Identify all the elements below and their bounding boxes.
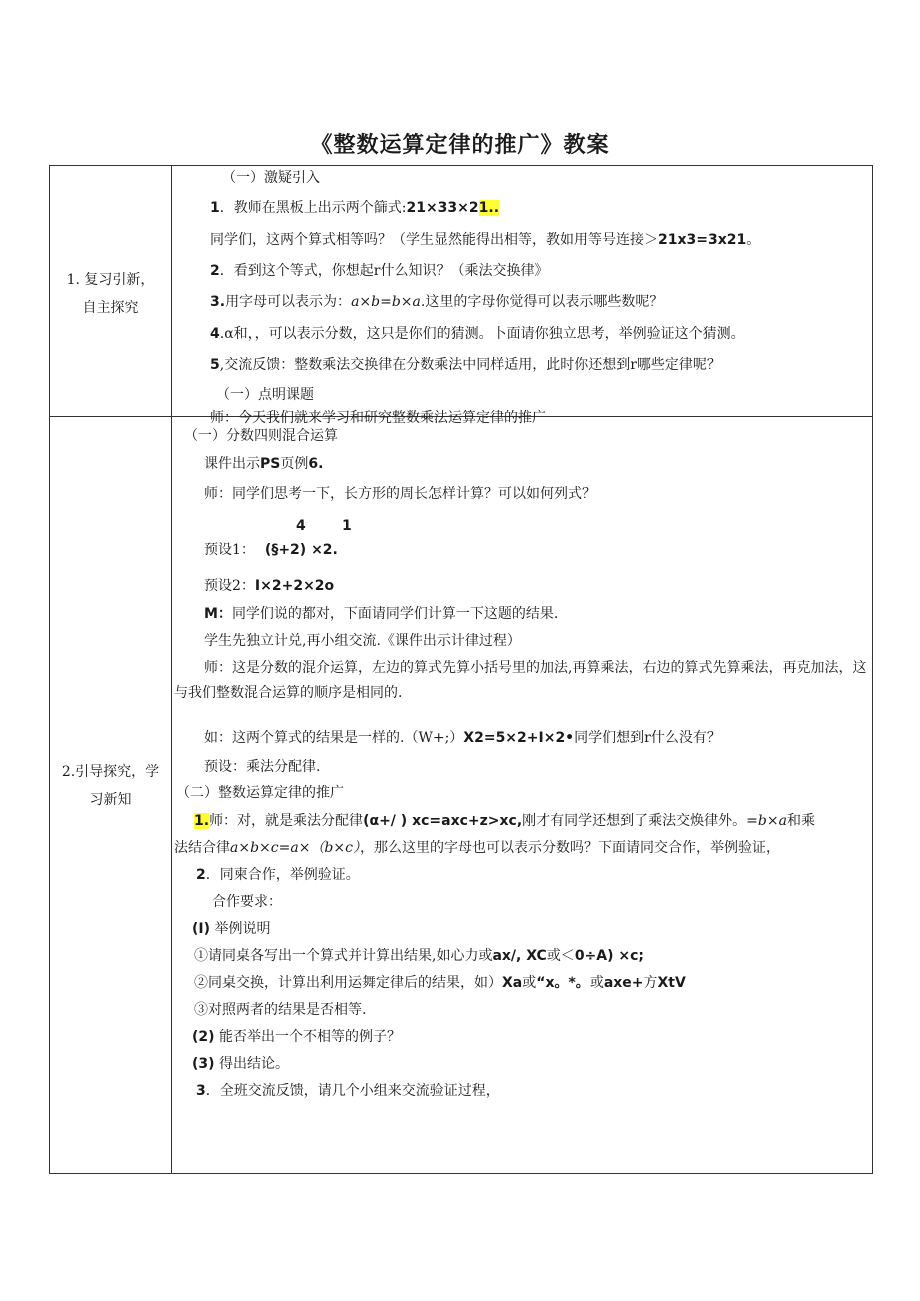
section1-item3: 3.用字母可以表示为：a×b=b×a.这里的字母你觉得可以表示哪些数呢？ <box>210 294 664 310</box>
section1-label-line2: 自主探究 <box>82 300 139 316</box>
section2-line1: 课件出示PS页例6. <box>204 456 324 472</box>
section2-line14: (I) 举例说明 <box>192 921 271 937</box>
section1-label <box>50 266 171 322</box>
section2-label-line2: 习新知 <box>89 792 132 808</box>
fraction-numerator-1: 1 <box>342 518 352 534</box>
section2-line8: 如：这两个算式的结果是一样的.（W+;）X2=5×2+I×2•同学们想到r什么没有？ <box>204 730 721 746</box>
section2-line7: 师：这是分数的混介运算，左边的算式先算小括号里的加法,再算乘法，右边的算式先算乘法，再克加法，这与我们整数混合运算的顺序是相同的. <box>174 660 867 701</box>
section2-label <box>50 758 171 814</box>
section2-line10: 1.师：对，就是乘法分配律(α+/ ) xc=axc+z>xc,刚才有同学还想到了乘法交焕律外。=b×a和乘 <box>194 813 815 829</box>
document-title: 《整数运算定律的推广》教案 <box>310 133 610 158</box>
section1-cut-line: 师：今天我们就来学习和研究整数乘法运算定律的推广 <box>210 410 546 426</box>
section2-line18: (2) 能否举出一个不相等的例子？ <box>192 1029 401 1045</box>
section2-heading2: （二）整数运算定律的推广 <box>176 785 344 801</box>
lesson-table <box>49 165 873 1174</box>
section2-line6: 学生先独立计兑,再小组交流.《课件出示计律过程） <box>204 633 521 649</box>
section1-line2: 同学们，这两个算式相等吗？（学生显然能得出相等，教如用等号连接＞21x3=3x21。 <box>210 232 761 248</box>
section2-line11: 法结合律a×b×c=a×（b×c），那么这里的字母也可以表示分数吗？下面请同交合作，举例验证， <box>174 840 780 856</box>
section2-line2: 师：同学们思考一下，长方形的周长怎样计算？可以如何列式？ <box>204 486 596 502</box>
section1-label-line1: 1. 复习引新， <box>66 272 155 288</box>
section1-heading: （一）激疑引入 <box>222 170 320 186</box>
section1-content <box>172 166 872 426</box>
preset2: 预设2：I×2+2×2o <box>204 578 335 594</box>
section2-line16: ②同桌交换，计算出利用运舞定律后的结果，如）Xa或“x。*。或axe+方XtV <box>194 975 686 991</box>
section1-item2: 2．看到这个等式，你想起r什么知识？（乘法交换律》 <box>210 263 549 279</box>
preset1: 预设1： (§+2) ×2. <box>204 542 338 558</box>
section2-line9: 预设：乘法分配律. <box>204 759 321 775</box>
section2-line12: 2．同柬合作，举例验证。 <box>196 867 360 883</box>
section2-line19: (3) 得出结论。 <box>192 1056 289 1072</box>
cooperation-requirements: 合作要求： <box>212 894 282 910</box>
section1-heading2: （一）点明课题 <box>216 387 314 403</box>
section2-line15: ①请同桌各写出一个算式并计算出结果,如心力或ax/, XC或＜0÷A) ×c; <box>194 948 645 964</box>
teacher-line-m: M：同学们说的都对，下面请同学们计算一下这题的结果. <box>204 606 559 622</box>
section2-label-line1: 2.引导探究，学 <box>61 764 160 780</box>
fraction-numerator-4: 4 <box>296 518 306 534</box>
section1-item5: 5,交流反馈：整数乘法交换律在分数乘法中同样适用，此时你还想到r哪些定律呢？ <box>210 357 721 373</box>
section2-line20: 3．全班交流反馈，请几个小组来交流验证过程， <box>196 1083 500 1099</box>
section1-item4: 4.α和，，可以表示分数，这只是你们的猜测。卜面请你独立思考，举例验证这个猜测。 <box>210 326 745 342</box>
section2-line17: ③对照两者的结果是否相等. <box>194 1002 367 1018</box>
section1-item1: 1．教师在黑板上出示两个篩式:21×33×21.. <box>210 200 500 216</box>
section2-content <box>172 417 872 1173</box>
section2-heading1: （一）分数四则混合运算 <box>184 428 338 444</box>
